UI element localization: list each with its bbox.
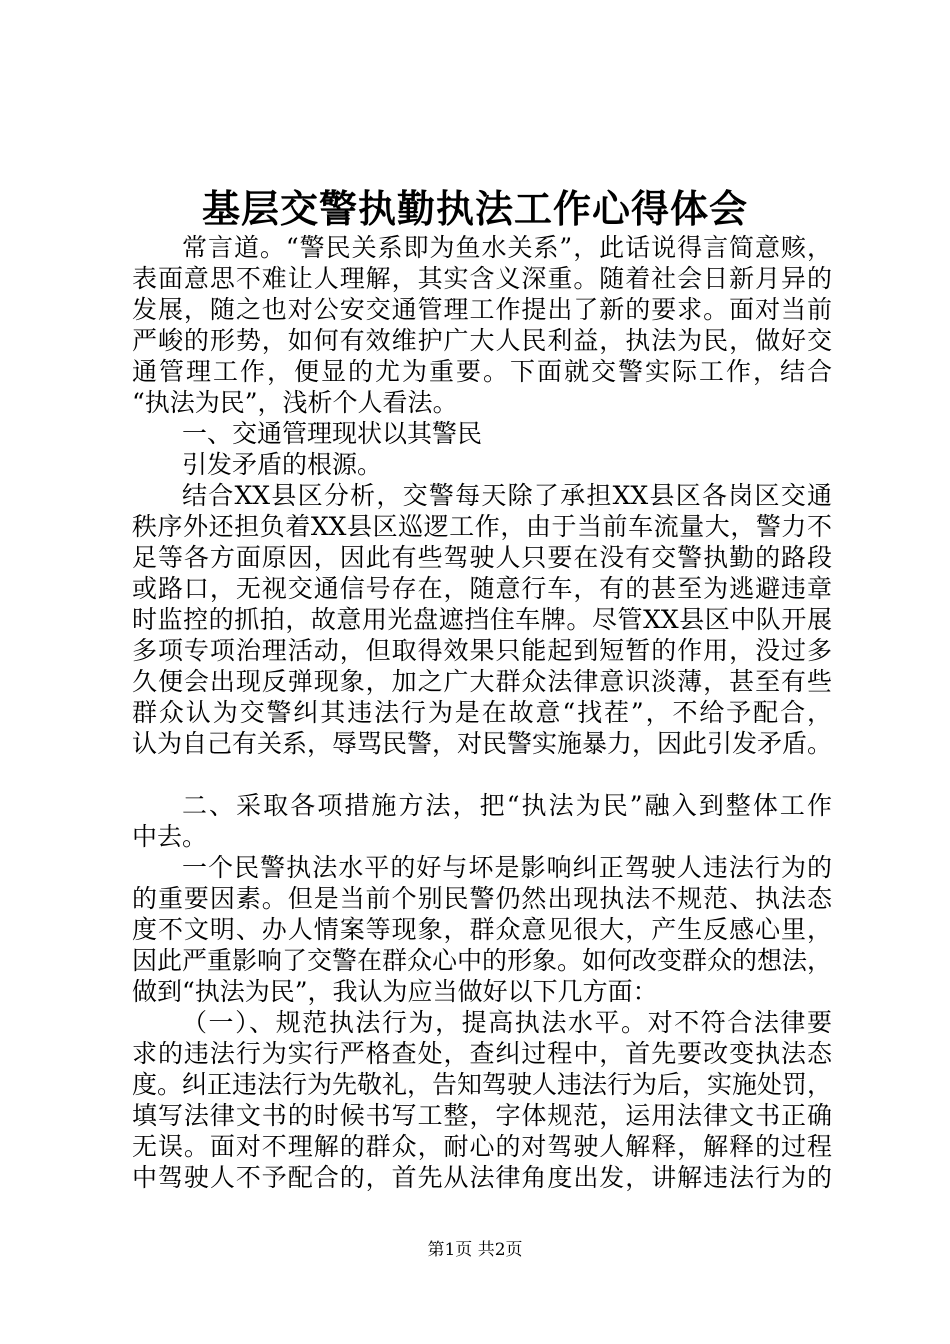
text-line: 时监控的抓拍，故意用光盘遮挡住车牌。尽管XX县区中队开展 [132, 605, 832, 634]
text-line: 中驾驶人不予配合的，首先从法律角度出发，讲解违法行为的 [132, 1163, 832, 1192]
text-line: 足等各方面原因，因此有些驾驶人只要在没有交警执勤的路段 [132, 543, 832, 572]
text-line: 认为自己有关系，辱骂民警，对民警实施暴力，因此引发矛盾。 [132, 729, 833, 758]
document-body [132, 232, 832, 1193]
section-heading: 一、交通管理现状以其警民 [182, 419, 483, 448]
text-line: 因此严重影响了交警在群众心中的形象。如何改变群众的想法， [132, 946, 833, 975]
text-line: 发展，随之也对公安交通管理工作提出了新的要求。面对当前 [132, 295, 832, 324]
text-line: 群众认为交警纠其违法行为是在故意“找茬”，不给予配合， [132, 698, 832, 727]
text-line: 做到“执法为民”，我认为应当做好以下几方面： [132, 977, 658, 1006]
document-title: 基层交警执勤执法工作心得体会 [201, 186, 748, 231]
text-line: 的重要因素。但是当前个别民警仍然出现执法不规范、执法态 [132, 884, 832, 913]
text-line: 常言道。“警民关系即为鱼水关系”，此话说得言简意赅， [182, 233, 832, 262]
section-heading: 二、采取各项措施方法，把“执法为民”融入到整体工作 [182, 791, 832, 820]
text-line: 一个民警执法水平的好与坏是影响纠正驾驶人违法行为的 [182, 853, 832, 882]
text-line: 严峻的形势，如何有效维护广大人民利益，执法为民，做好交 [132, 326, 832, 355]
text-line: 求的违法行为实行严格查处，查纠过程中，首先要改变执法态 [132, 1039, 832, 1068]
page-number: 第1页 共2页 [427, 1240, 523, 1260]
text-line: 引发矛盾的根源。 [182, 450, 383, 479]
text-line: 结合XX县区分析，交警每天除了承担XX县区各岗区交通 [182, 481, 832, 510]
text-line: 秩序外还担负着XX县区巡逻工作，由于当前车流量大，警力不 [132, 512, 832, 541]
text-line: “执法为民”，浅析个人看法。 [132, 388, 458, 417]
text-line: 度不文明、办人情案等现象，群众意见很大，产生反感心里， [132, 915, 832, 944]
text-line: 通管理工作，便显的尤为重要。下面就交警实际工作，结合 [132, 357, 832, 386]
text-line: 无误。面对不理解的群众，耐心的对驾驶人解释，解释的过程 [132, 1132, 832, 1161]
blank-line [132, 759, 832, 790]
text-line: 表面意思不难让人理解，其实含义深重。随着社会日新月异的 [132, 264, 832, 293]
text-line: 或路口，无视交通信号存在，随意行车，有的甚至为逃避违章 [132, 574, 832, 603]
text-line: 久便会出现反弹现象，加之广大群众法律意识淡薄，甚至有些 [132, 667, 832, 696]
section-heading: 中去。 [132, 822, 208, 851]
text-line: 度。纠正违法行为先敬礼，告知驾驶人违法行为后，实施处罚， [132, 1070, 833, 1099]
text-line: 填写法律文书的时候书写工整，字体规范，运用法律文书正确 [132, 1101, 832, 1130]
text-line: 多项专项治理活动，但取得效果只能起到短暂的作用，没过多 [132, 636, 832, 665]
text-line: （一）、规范执法行为，提高执法水平。对不符合法律要 [182, 1008, 832, 1037]
